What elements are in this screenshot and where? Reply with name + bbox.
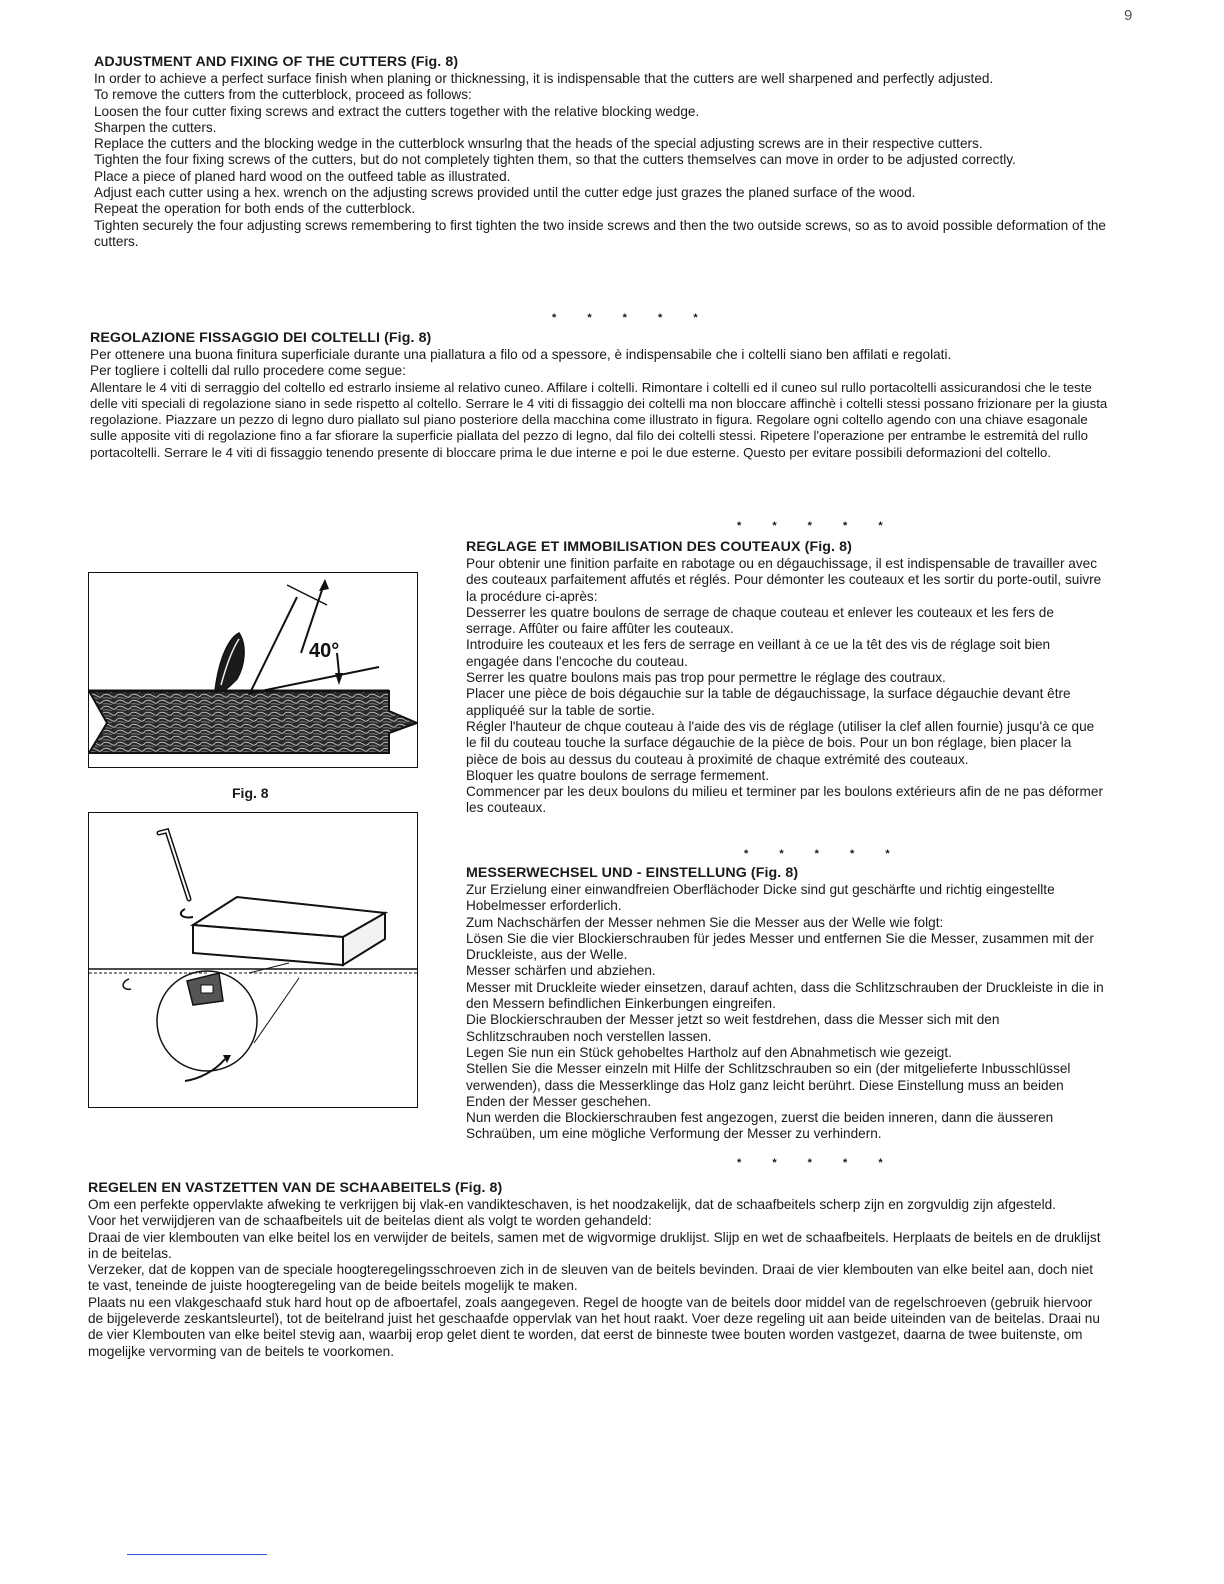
paragraph: Draai de vier klembouten van elke beitel los en verwijder de beitels, samen met de wigvormige druklijst. Slijp en wet de schaafbeitels. Herplaats de beitels en de druklijst in de beitelas.: [88, 1229, 1101, 1261]
section-english: [94, 54, 1110, 250]
paragraph: Messer schärfen und abziehen.: [466, 963, 656, 979]
section-title-dutch: REGELEN EN VASTZETTEN VAN DE SCHAABEITELS (Fig. 8): [88, 1180, 503, 1196]
cutter-angle-illustration: [89, 573, 417, 767]
paragraph: Plaats nu een vlakgeschaafd stuk hard hout op de afboertafel, zoals aangegeven. Regel de hoogte van de beitels door middel van de regelschroeven (gebruik hiervoor de bijgeleverde zeskantsleurtel), tot de beitelrand juist het geschaafde oppervlak van het hout raakt. Voer deze regeling uit aan beide uiteinden van de beitelas. Draai nu de vier Klembouten van elke beitel stevig aan, waarbij erop gelet dient te worden, dat eerst de binneste twee bouten worden vastgezet, daarna de twee buitenste, om mogelijke vervorming van de beitels te voorkomen.: [88, 1294, 1100, 1359]
section-separator: * * * * *: [744, 848, 904, 860]
paragraph: Verzeker, dat de koppen van de speciale hoogteregelingsschroeven zich in de sleuven van de beitels bevinden. Draai de vier klembouten van elke beitel aan, doch niet te vast, teneinde de juiste hoogteregeling van de beide beitels mogelijk te maken.: [88, 1262, 1094, 1294]
section-separator: * * * * *: [737, 520, 897, 532]
paragraph: Placer une pièce de bois dégauchie sur la table de dégauchissage, la surface dégauchie devant être appliquéé sur la table de sortie.: [466, 686, 1071, 718]
paragraph: Stellen Sie die Messer einzeln mit Hilfe der Schlitzschrauben so ein (der mitgelieferte Inbusschlüssel verwenden), dass die Messerklinge das Holz ganz leicht berührt. Diese Einstellung muss an beiden Enden der Messer geschehen.: [466, 1061, 1071, 1109]
paragraph: Zum Nachschärfen der Messer nehmen Sie die Messer aus der Welle wie folgt:: [466, 914, 944, 930]
paragraph: Serrer les quatre boulons mais pas trop pour permettre le réglage des coutraux.: [466, 670, 946, 686]
paragraph: To remove the cutters from the cutterblock, proceed as follows:: [94, 87, 472, 103]
paragraph: Zur Erzielung einer einwandfreien Oberflächoder Dicke sind gut geschärfte und richtig eingestellte Hobelmesser erforderlich.: [466, 882, 1055, 914]
section-german: [466, 865, 1106, 1143]
section-dutch: [88, 1180, 1106, 1360]
paragraph: Desserrer les quatre boulons de serrage de chaque couteau et enlever les couteaux et les fers de serrage. Affûter ou faire affûter les couteaux.: [466, 604, 1054, 637]
section-italian: [90, 330, 1108, 461]
paragraph: Adjust each cutter using a hex. wrench on the adjusting screws provided until the cutter edge just grazes the planed surface of the wood.: [94, 185, 916, 201]
paragraph: Introduire les couteaux et les fers de serrage en veillant à ce ue la têt des vis de réglage soit bien engagée dans l'encoche du couteau.: [466, 637, 1051, 669]
section-separator: * * * * *: [552, 312, 712, 324]
angle-label: 40°: [309, 640, 340, 662]
paragraph: Tighten the four fixing screws of the cutters, but do not completely tighten them, so that the cutters themselves can move in order to be adjusted correctly.: [94, 152, 1016, 168]
footer-rule: [127, 1554, 267, 1555]
paragraph: Allentare le 4 viti di serraggio del coltello ed estrarlo insieme al relativo cuneo. Affilare i coltelli. Rimontare i coltelli ed il cuneo sul rullo portacoltelli assicurandosi che le teste delle viti speciali di regolazione siano in sede rispetto al coltello. Serrare le 4 viti di fissaggio dei coltelli ma non bloccare affinchè i coltelli stessi possano frizionare per la giusta regolazione. Piazzare un pezzo di legno duro piallato sul piano posteriore della macchina come illustrato in figura. Regolare ogni coltello agendo con una chiave esagonale sulle apposite viti di regolazione fino a far sfiorare la superficie piallata del pezzo di legno, dal filo dei coltelli stessi. Ripetere l'operazione per entrambe le estremità del rullo portacoltelli. Serrare le 4 viti di fissaggio tenendo presente di bloccare prima le due interne e poi le due esterne. Questo per evitare possibili deformazioni del coltello.: [90, 379, 1108, 460]
paragraph: Repeat the operation for both ends of the cutterblock.: [94, 201, 416, 217]
paragraph: Messer mit Druckleite wieder einsetzen, darauf achten, dass die Schlitzschrauben der Druckleiste in die in den Messern befindlichen Einkerbungen eingreifen.: [466, 979, 1104, 1012]
paragraph: In order to achieve a perfect surface finish when planing or thicknessing, it is indispensable that the cutters are well sharpened and perfectly adjusted.: [94, 71, 994, 86]
section-title-italian: REGOLAZIONE FISSAGGIO DEI COLTELLI (Fig. 8): [90, 330, 432, 346]
figure-caption: Fig. 8: [232, 785, 269, 801]
section-french: [466, 539, 1106, 817]
paragraph: Om een perfekte oppervlakte afweking te verkrijgen bij vlak-en vandikteschaven, is het noodzakelijk, dat de schaafbeitels scherp zijn en zorgvuldig zijn afgesteld.: [88, 1197, 1056, 1212]
paragraph: Pour obtenir une finition parfaite en rabotage ou en dégauchissage, il est indispensable de travailler avec des couteaux parfaitement affutés et réglés. Pour démonter les couteaux et les sortir du porte-outil, suivre la procédure ci-après:: [466, 556, 1102, 604]
adjustment-setup-illustration: [89, 813, 417, 1107]
paragraph: Replace the cutters and the blocking wedge in the cutterblock wnsurlng that the heads of the special adjusting screws are in their respective cutters.: [94, 136, 983, 152]
paragraph: Tighten securely the four adjusting screws remembering to first tighten the two inside screws and then the two outside screws, so as to avoid possible deformation of the cutters.: [94, 217, 1106, 249]
section-title-german: MESSERWECHSEL UND - EINSTELLUNG (Fig. 8): [466, 865, 799, 881]
paragraph: Die Blockierschrauben der Messer jetzt so weit festdrehen, dass die Messer sich mit den Schlitzschrauben noch verstellen lassen.: [466, 1012, 1000, 1044]
paragraph: Commencer par les deux boulons du milieu et terminer par les boulons extérieurs afin de ne pas déformer les couteaux.: [466, 784, 1103, 816]
paragraph: Nun werden die Blockierschrauben fest angezogen, zuerst die beiden inneren, dann die äusseren Schraüben, um eine mögliche Verformung der Messer zu verhindern.: [466, 1110, 1054, 1142]
paragraph: Per ottenere una buona finitura superficiale durante una piallatura a filo od a spessore, è indispensabile che i coltelli siano ben affilati e regolati.: [90, 347, 952, 362]
figure-adjustment-setup: [88, 812, 418, 1108]
paragraph: Loosen the four cutter fixing screws and extract the cutters together with the relative blocking wedge.: [94, 103, 700, 119]
paragraph: Voor het verwijdjeren van de schaafbeitels uit de beitelas dient als volgt te worden gehandeld:: [88, 1213, 652, 1229]
paragraph: Legen Sie nun ein Stück gehobeltes Hartholz auf den Abnahmetisch wie gezeigt.: [466, 1044, 952, 1060]
section-separator: * * * * *: [737, 1157, 897, 1169]
paragraph: Sharpen the cutters.: [94, 119, 217, 135]
paragraph: Place a piece of planed hard wood on the outfeed table as illustrated.: [94, 168, 511, 184]
paragraph: Per togliere i coltelli dal rullo procedere come segue:: [90, 363, 406, 379]
page-number: 9: [1124, 7, 1133, 24]
section-title-french: REGLAGE ET IMMOBILISATION DES COUTEAUX (Fig. 8): [466, 539, 852, 555]
paragraph: Bloquer les quatre boulons de serrage fermement.: [466, 767, 770, 783]
figure-cutter-angle: [88, 572, 418, 768]
paragraph: Régler l'hauteur de chque couteau à l'aide des vis de réglage (utiliser la clef allen fournie) jusqu'à ce que le fil du couteau touche la surface dégauchie de la pièce de bois. Pour un bon réglage, bien placer la pièce de bois au dessus du couteau à proximité de chaque extrémité des couteaux.: [466, 718, 1095, 767]
section-title-english: ADJUSTMENT AND FIXING OF THE CUTTERS (Fig. 8): [94, 54, 459, 70]
paragraph: Lösen Sie die vier Blockierschrauben für jedes Messer und entfernen Sie die Messer, zusammen mit der Druckleiste, aus der Welle.: [466, 930, 1094, 963]
